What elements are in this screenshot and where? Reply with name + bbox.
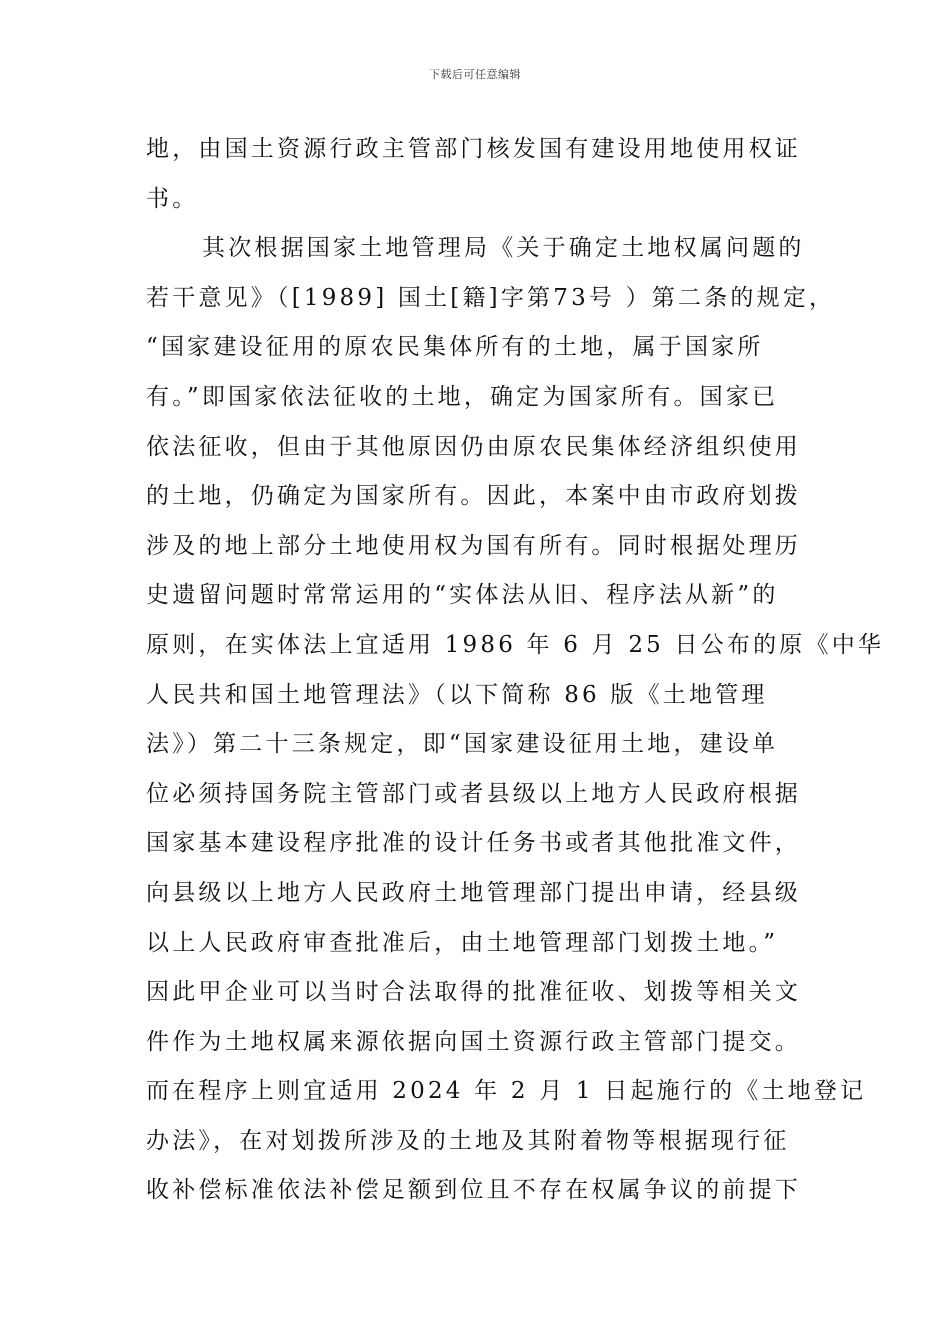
text-line: 书。 [146,185,199,212]
text-line: 收补偿标准依法补偿足额到位且不存在权属争议的前提下 [146,1177,801,1204]
text-line: 因此甲企业可以当时合法取得的批准征收、划拨等相关文 [146,979,801,1006]
document-body [146,125,885,1216]
text-line: 人民共和国土地管理法》（以下简称 86 版《土地管理 [146,681,768,708]
text-line: 办法》，在对划拨所涉及的土地及其附着物等根据现行征 [146,1127,790,1154]
text-line: 国家基本建设程序批准的设计任务书或者其他批准文件， [146,830,801,857]
text-line: “国家建设征用的原农民集体所有的土地，属于国家所 [146,334,764,361]
text-line: 位必须持国务院主管部门或者县级以上地方人民政府根据 [146,780,801,807]
text-line: 向县级以上地方人民政府土地管理部门提出申请，经县级 [146,879,801,906]
text-line: 若干意见》（[1989] 国土[籍]字第73号 ）第二条的规定， [146,284,836,311]
text-line: 的土地，仍确定为国家所有。因此，本案中由市政府划拨 [146,483,801,510]
text-line: 原则，在实体法上宜适用 1986 年 6 月 25 日公布的原《中华 [146,631,885,658]
page-header: 下载后可任意编辑 [429,68,521,81]
paragraph-first-line: 其次根据国家土地管理局《关于确定土地权属问题的 [202,235,805,262]
text-line: 而在程序上则宜适用 2024 年 2 月 1 日起施行的《土地登记 [146,1078,867,1105]
text-line: 以上人民政府审查批准后，由土地管理部门划拨土地。” [146,929,779,956]
text-line: 依法征收，但由于其他原因仍由原农民集体经济组织使用 [146,433,801,460]
text-line: 件作为土地权属来源依据向国土资源行政主管部门提交。 [146,1028,801,1055]
text-line: 地，由国土资源行政主管部门核发国有建设用地使用权证 [146,136,801,162]
text-line: 法》）第二十三条规定，即“国家建设征用土地，建设单 [146,731,779,758]
text-line: 史遗留问题时常常运用的“实体法从旧、程序法从新”的 [146,582,779,609]
text-line: 涉及的地上部分土地使用权为国有所有。同时根据处理历 [146,532,801,559]
text-line: 有。”即国家依法征收的土地，确定为国家所有。国家已 [146,383,779,410]
